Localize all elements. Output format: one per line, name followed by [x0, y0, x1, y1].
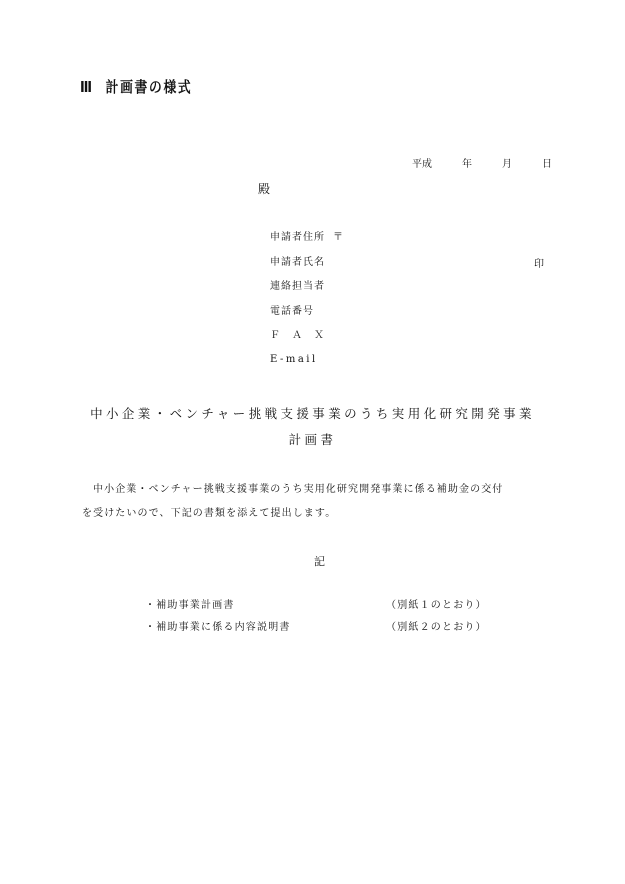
email-label: E-mail: [270, 354, 318, 365]
date-line: [412, 155, 552, 170]
contact-person-label: 連絡担当者: [270, 281, 325, 292]
section-title: 計画書の様式: [105, 78, 193, 96]
date-year: 年: [462, 159, 472, 170]
applicant-address-row: [270, 230, 344, 246]
applicant-name-row: [270, 255, 325, 271]
ki-heading: 記: [314, 555, 325, 568]
list-item: [145, 620, 487, 636]
applicant-address-label: 申請者住所: [270, 232, 325, 243]
document-title-line2: 計画書: [288, 432, 337, 447]
postal-mark: 〒: [333, 232, 344, 243]
phone-row: [270, 304, 314, 320]
attachment-item: ・補助事業計画書: [145, 600, 235, 611]
attachment-item: ・補助事業に係る内容説明書: [145, 622, 291, 633]
fax-row: [270, 328, 325, 344]
document-title-line1: 中小企業・ベンチャー挑戦支援事業のうち実用化研究開発事業: [90, 406, 535, 421]
applicant-name-label: 申請者氏名: [270, 257, 325, 268]
date-month: 月: [502, 159, 512, 170]
body-paragraph: [82, 478, 562, 526]
phone-label: 電話番号: [270, 306, 314, 317]
seal-mark: 印: [534, 259, 544, 270]
date-era: 平成: [412, 159, 432, 170]
fax-label: Ｆ Ａ Ｘ: [270, 330, 325, 341]
attachment-reference: （別紙２のとおり）: [386, 622, 487, 633]
email-row: [270, 352, 318, 368]
date-day: 日: [542, 159, 552, 170]
section-numeral: Ⅲ: [80, 78, 94, 96]
addressee: 殿: [258, 182, 271, 196]
section-heading: [80, 76, 192, 97]
body-line-2: を受けたいので、下記の書類を添えて提出します。: [82, 508, 337, 519]
list-item: [145, 598, 487, 614]
attachment-reference: （別紙１のとおり）: [386, 600, 487, 611]
contact-person-row: [270, 279, 325, 295]
body-line-1: 中小企業・ベンチャー挑戦支援事業のうち実用化研究開発事業に係る補助金の交付: [93, 484, 504, 495]
